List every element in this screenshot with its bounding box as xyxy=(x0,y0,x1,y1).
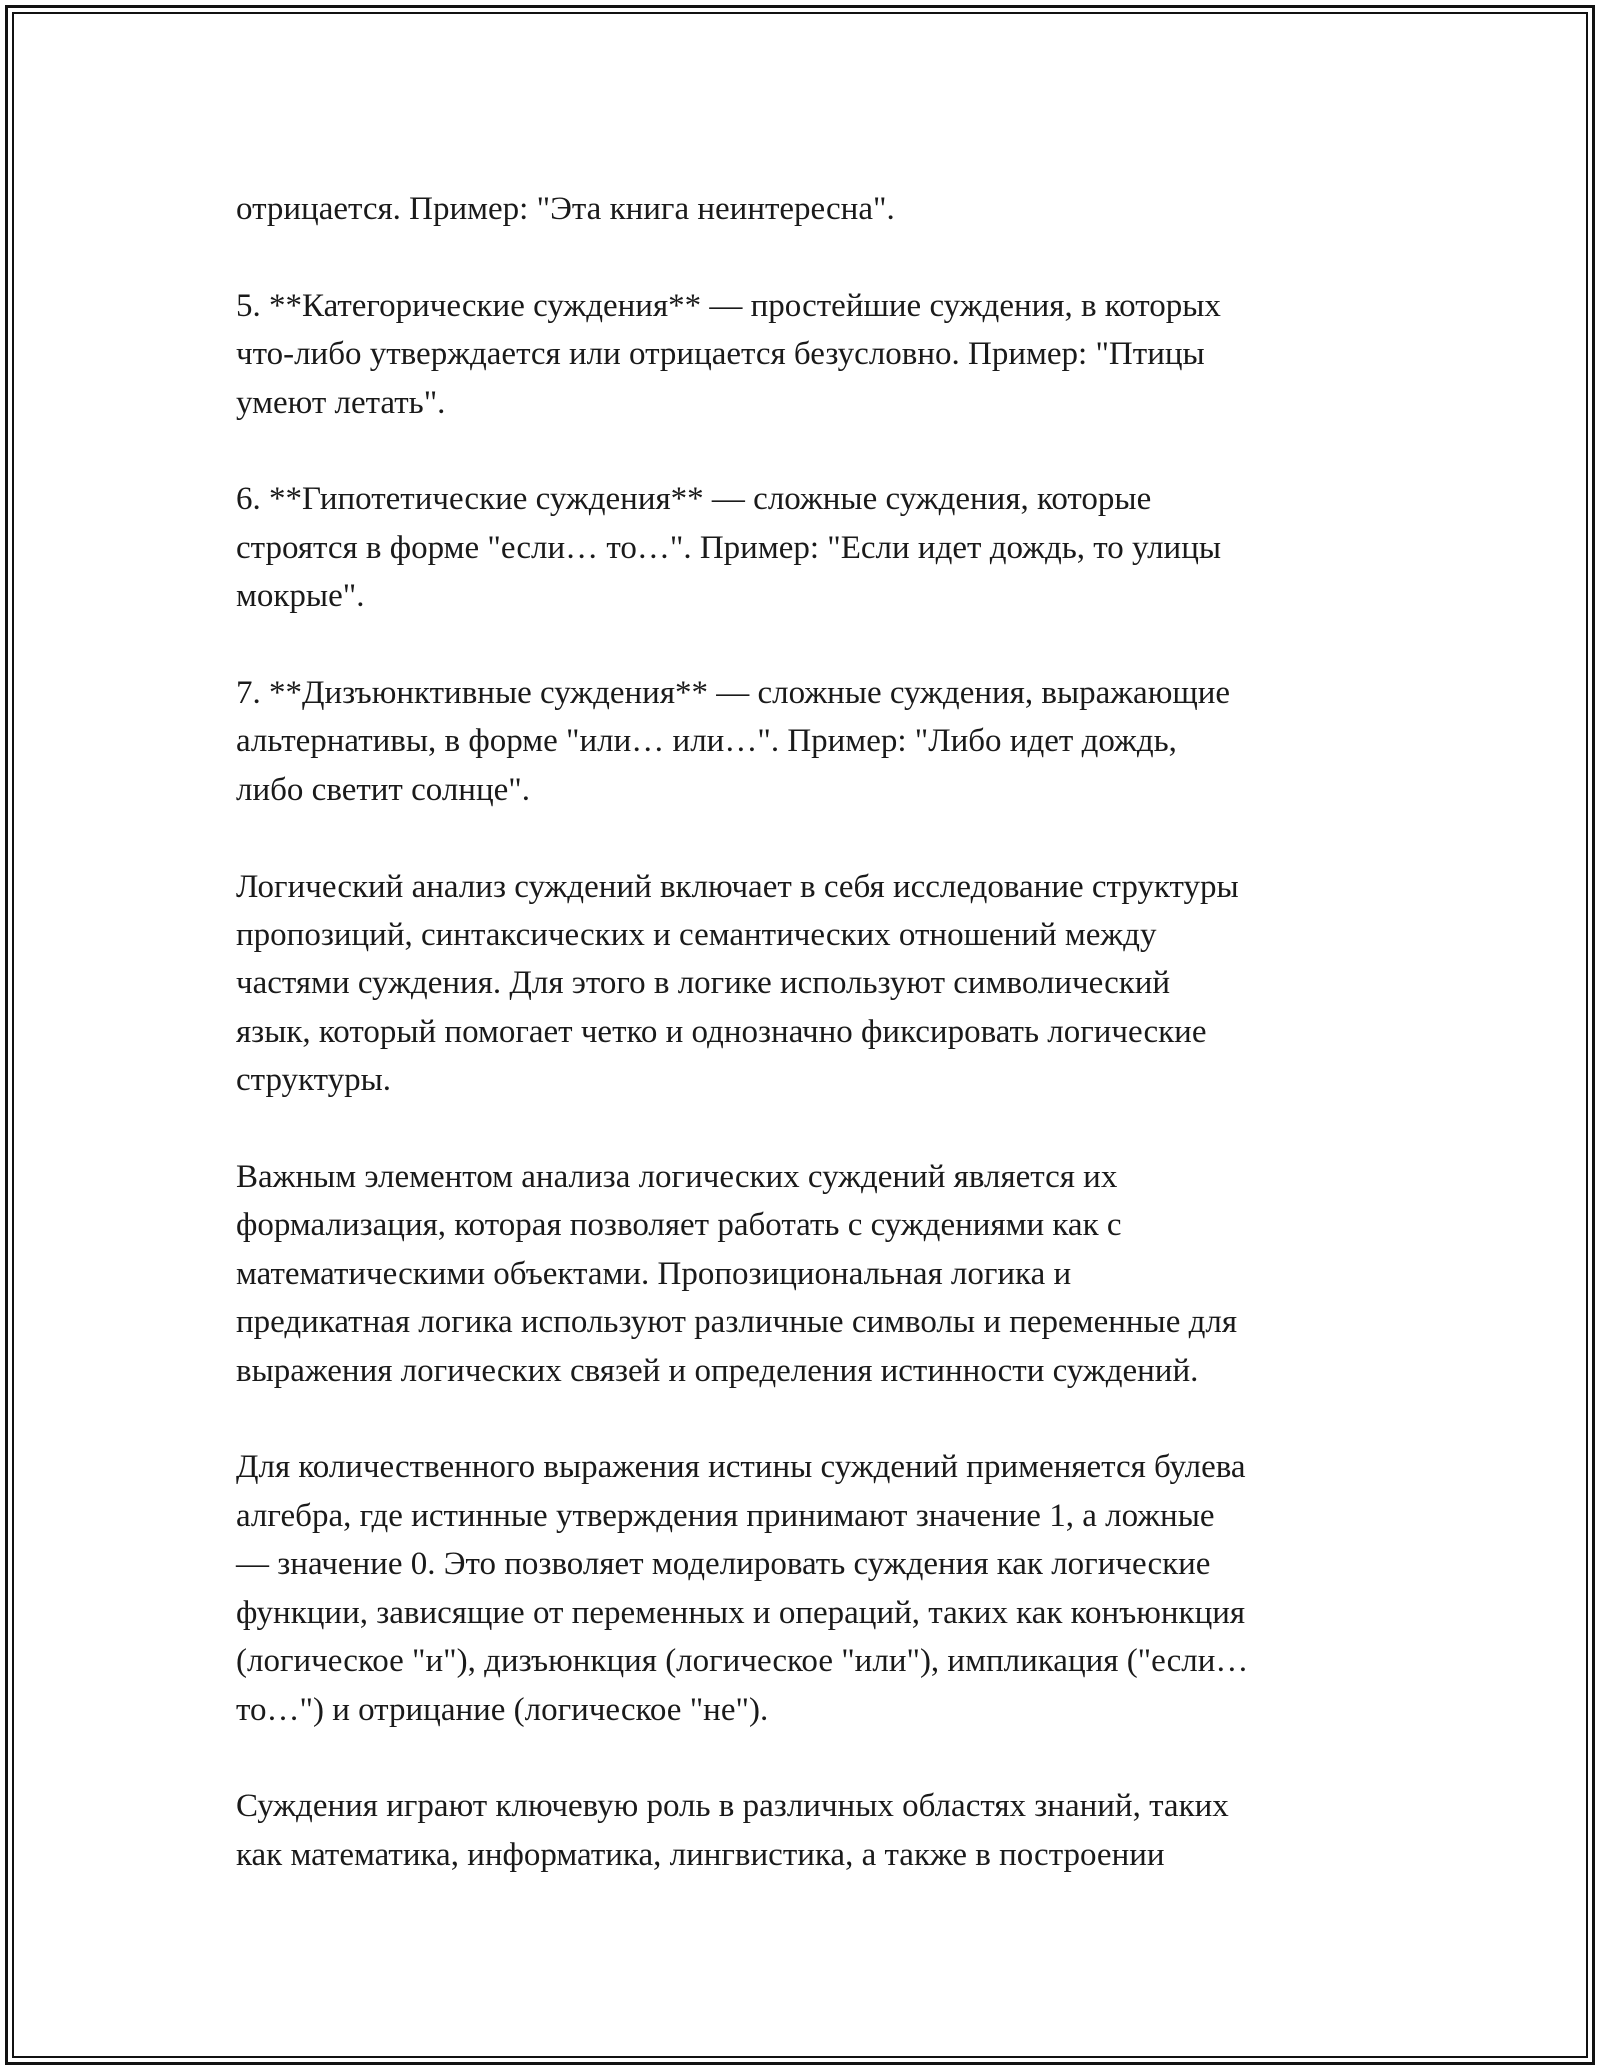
paragraph-knowledge-areas: Суждения играют ключевую роль в различных областях знаний, таких как математика, информатика, лингвистика, а также в построении xyxy=(236,1788,1229,1873)
paragraph-boolean-algebra: Для количественного выражения истины суждений применяется булева алгебра, где истинные утверждения принимают значение 1, а ложные — значение 0. Это позволяет моделировать суждения как логические функции, зависящие от переменных и операций, таких как конъюнкция (логическое "и"), дизъюнкция (логическое "или"), импликация ("если… то…") и отрицание (логическое "не"). xyxy=(236,1449,1249,1728)
paragraph-continuation: отрицается. Пример: "Эта книга неинтересна". xyxy=(236,191,895,227)
paragraph-categorical-judgments: 5. **Категорические суждения** — простейшие суждения, в которых что-либо утверждается или отрицается безусловно. Пример: "Птицы умеют летать". xyxy=(236,287,1221,421)
paragraph-hypothetical-judgments: 6. **Гипотетические суждения** — сложные суждения, которые строятся в форме "если… то…". Пример: "Если идет дождь, то улицы мокрые". xyxy=(236,481,1222,615)
paragraph-disjunctive-judgments: 7. **Дизъюнктивные суждения** — сложные суждения, выражающие альтернативы, в форме "или… или…". Пример: "Либо идет дождь, либо светит солнце". xyxy=(236,675,1231,808)
document-body xyxy=(236,185,1376,1928)
paragraph-formalization: Важным элементом анализа логических суждений является их формализация, которая позволяет работать с суждениями как с математическими объектами. Пропозициональная логика и предикатная логика используют различные символы и переменные для выражения логических связей и определения истинности суждений. xyxy=(236,1159,1238,1389)
paragraph-logical-analysis: Логический анализ суждений включает в себя исследование структуры пропозиций, синтаксических и семантических отношений между частями суждения. Для этого в логике используют символический язык, который помогает четко и однозначно фиксировать логические структуры. xyxy=(236,868,1239,1099)
